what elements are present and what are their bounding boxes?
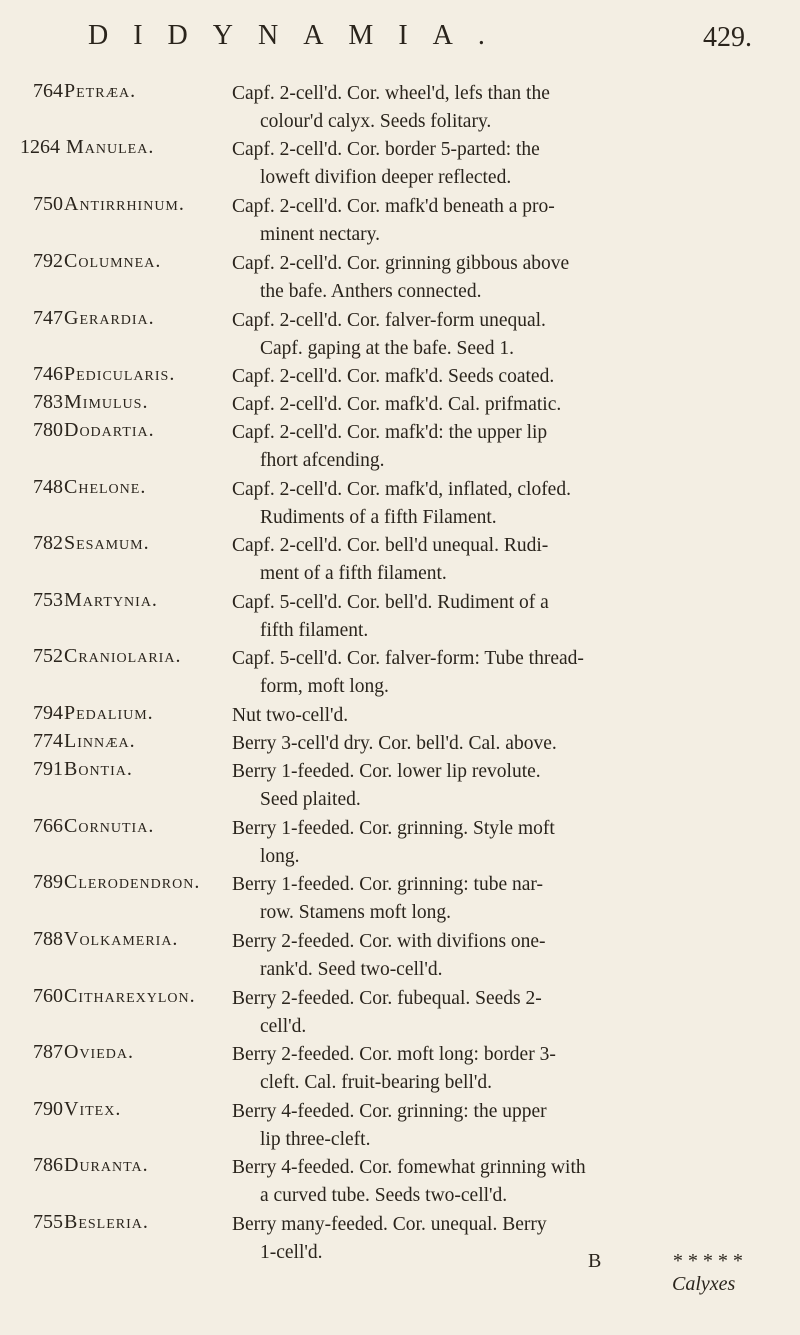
genus-number: 780	[33, 419, 63, 441]
genus-name: Bontia.	[64, 758, 133, 780]
description-line: Capf. gaping at the bafe. Seed 1.	[260, 338, 514, 359]
description-line: Capf. 2-cell'd. Cor. mafk'd. Cal. prifmatic.	[232, 394, 562, 415]
genus-description	[232, 1154, 772, 1210]
genus-entry	[0, 80, 800, 136]
description-line: form, moft long.	[260, 676, 389, 697]
genus-entry	[0, 985, 800, 1041]
genus-entry	[0, 363, 800, 391]
description-line: Berry 1-feeded. Cor. lower lip revolute.	[232, 761, 541, 782]
description-line: rank'd. Seed two-cell'd.	[260, 959, 443, 980]
genus-entry	[0, 136, 800, 193]
genus-name: Besleria.	[64, 1211, 149, 1233]
genus-name: Columnea.	[64, 250, 162, 272]
genus-number: 746	[33, 363, 63, 385]
description-line: Rudiments of a fifth Filament.	[260, 507, 497, 528]
description-line: Capf. 2-cell'd. Cor. wheel'd, lefs than the	[232, 83, 550, 104]
genus-number: 783	[33, 391, 63, 413]
genus-number: 752	[33, 645, 63, 667]
genus-description	[232, 250, 772, 306]
description-line: Capf. 2-cell'd. Cor. mafk'd, inflated, clofed.	[232, 479, 571, 500]
genus-name: Ovieda.	[64, 1041, 134, 1063]
genus-description	[232, 1098, 772, 1154]
genus-name: Sesamum.	[64, 532, 150, 554]
genus-number: 748	[33, 476, 63, 498]
description-line: Berry many-feeded. Cor. unequal. Berry	[232, 1214, 547, 1235]
genus-description	[232, 589, 772, 645]
genus-number: 755	[33, 1211, 63, 1233]
description-line: Berry 1-feeded. Cor. grinning. Style moft	[232, 818, 555, 839]
description-line: Capf. 2-cell'd. Cor. mafk'd. Seeds coated.	[232, 366, 555, 387]
description-line: fhort afcending.	[260, 450, 385, 471]
genus-number: 750	[33, 193, 63, 215]
genus-number: 774	[33, 730, 63, 752]
genus-name: Linnæa.	[64, 730, 136, 752]
genus-entry	[0, 871, 800, 928]
genus-number: 782	[33, 532, 63, 554]
genus-entry	[0, 419, 800, 476]
genus-name: Pedicularis.	[64, 363, 176, 385]
genus-description	[232, 645, 772, 701]
genus-entry	[0, 1098, 800, 1154]
description-line: 1-cell'd.	[260, 1242, 323, 1263]
description-line: Berry 2-feeded. Cor. with divifions one-	[232, 931, 546, 952]
genus-entry	[0, 1041, 800, 1098]
genus-number: 787	[33, 1041, 63, 1063]
genus-name: Dodartia.	[64, 419, 155, 441]
genus-number: 766	[33, 815, 63, 837]
genus-number: 764	[33, 80, 63, 102]
genus-number: 794	[33, 702, 63, 724]
description-line: a curved tube. Seeds two-cell'd.	[260, 1185, 508, 1206]
running-header	[88, 20, 752, 60]
description-line: Seed plaited.	[260, 789, 361, 810]
genus-number: 790	[33, 1098, 63, 1120]
description-line: Nut two-cell'd.	[232, 705, 349, 726]
signature-mark: B	[588, 1250, 602, 1272]
genus-description	[232, 871, 772, 927]
description-line: long.	[260, 846, 300, 867]
description-line: loweft divifion deeper reflected.	[260, 167, 512, 188]
genus-entry	[0, 758, 800, 815]
description-line: Berry 4-feeded. Cor. fomewhat grinning with	[232, 1157, 586, 1178]
description-line: cell'd.	[260, 1016, 307, 1037]
genus-entry	[0, 928, 800, 985]
description-line: Berry 2-feeded. Cor. moft long: border 3-	[232, 1044, 556, 1065]
genus-entry	[0, 307, 800, 363]
description-line: Capf. 5-cell'd. Cor. falver-form: Tube thread-	[232, 648, 584, 669]
genus-number: 791	[33, 758, 63, 780]
genus-entry	[0, 391, 800, 419]
genus-number: 1264	[20, 136, 60, 158]
genus-number: 786	[33, 1154, 63, 1176]
page-footer	[0, 1250, 800, 1295]
genus-description	[232, 730, 772, 758]
genus-description	[232, 985, 772, 1041]
description-line: Capf. 2-cell'd. Cor. falver-form unequal.	[232, 310, 546, 331]
genus-description	[232, 758, 772, 814]
description-line: Capf. 2-cell'd. Cor. mafk'd: the upper lip	[232, 422, 548, 443]
genus-number: 760	[33, 985, 63, 1007]
description-line: colour'd calyx. Seeds folitary.	[260, 111, 492, 132]
genus-name: Duranta.	[64, 1154, 149, 1176]
description-line: fifth filament.	[260, 620, 369, 641]
genus-entry	[0, 1154, 800, 1211]
description-line: ment of a fifth filament.	[260, 563, 447, 584]
genus-name: Martynia.	[64, 589, 158, 611]
description-line: Capf. 2-cell'd. Cor. border 5-parted: the	[232, 139, 540, 160]
description-line: Berry 3-cell'd dry. Cor. bell'd. Cal. above.	[232, 733, 557, 754]
catchword: * * * * * Calyxes	[672, 1250, 742, 1295]
genus-entry	[0, 730, 800, 758]
genus-entry	[0, 645, 800, 702]
description-line: lip three-cleft.	[260, 1129, 371, 1150]
genus-entry	[0, 589, 800, 645]
genus-description	[232, 80, 772, 136]
description-line: cleft. Cal. fruit-bearing bell'd.	[260, 1072, 493, 1093]
genus-entry	[0, 702, 800, 730]
genus-entry	[0, 193, 800, 250]
genus-description	[232, 419, 772, 475]
description-line: minent nectary.	[260, 224, 381, 245]
genus-name: Antirrhinum.	[64, 193, 185, 215]
description-line: the bafe. Anthers connected.	[260, 281, 482, 302]
genus-entry	[0, 532, 800, 589]
page-number: 429.	[703, 22, 752, 53]
genus-description	[232, 391, 772, 419]
description-line: Berry 1-feeded. Cor. grinning: tube nar-	[232, 874, 543, 895]
running-title: DIDYNAMIA.	[88, 20, 510, 51]
genus-description	[232, 1041, 772, 1097]
genus-name: Volkameria.	[64, 928, 179, 950]
genus-number: 788	[33, 928, 63, 950]
genus-number: 747	[33, 307, 63, 329]
genus-entry	[0, 815, 800, 871]
genus-description	[232, 702, 772, 730]
genus-name: Petræa.	[64, 80, 137, 102]
genus-description	[232, 815, 772, 871]
genus-description	[232, 307, 772, 363]
description-line: Berry 2-feeded. Cor. fubequal. Seeds 2-	[232, 988, 542, 1009]
description-line: row. Stamens moft long.	[260, 902, 452, 923]
genus-description	[232, 363, 772, 391]
genus-description	[232, 928, 772, 984]
description-line: Capf. 2-cell'd. Cor. bell'd unequal. Rudi-	[232, 535, 549, 556]
genus-number: 789	[33, 871, 63, 893]
genus-name: Vitex.	[64, 1098, 122, 1120]
description-line: Berry 4-feeded. Cor. grinning: the upper	[232, 1101, 547, 1122]
genus-name: Gerardia.	[64, 307, 155, 329]
genus-entry	[0, 476, 800, 532]
genus-description	[232, 476, 772, 532]
genus-name: Pedalium.	[64, 702, 154, 724]
description-line: Capf. 2-cell'd. Cor. mafk'd beneath a pro-	[232, 196, 555, 217]
genus-description	[232, 193, 772, 249]
genus-name: Citharexylon.	[64, 985, 196, 1007]
description-line: Capf. 5-cell'd. Cor. bell'd. Rudiment of a	[232, 592, 549, 613]
genus-entry	[0, 250, 800, 307]
genus-name: Chelone.	[64, 476, 147, 498]
genus-description	[232, 532, 772, 588]
genus-name: Manulea.	[66, 136, 155, 158]
genus-name: Clerodendron.	[64, 871, 201, 893]
genus-description	[232, 136, 772, 192]
genus-name: Mimulus.	[64, 391, 149, 413]
genus-number: 792	[33, 250, 63, 272]
genus-name: Craniolaria.	[64, 645, 182, 667]
genus-name: Cornutia.	[64, 815, 155, 837]
genus-number: 753	[33, 589, 63, 611]
description-line: Capf. 2-cell'd. Cor. grinning gibbous above	[232, 253, 570, 274]
